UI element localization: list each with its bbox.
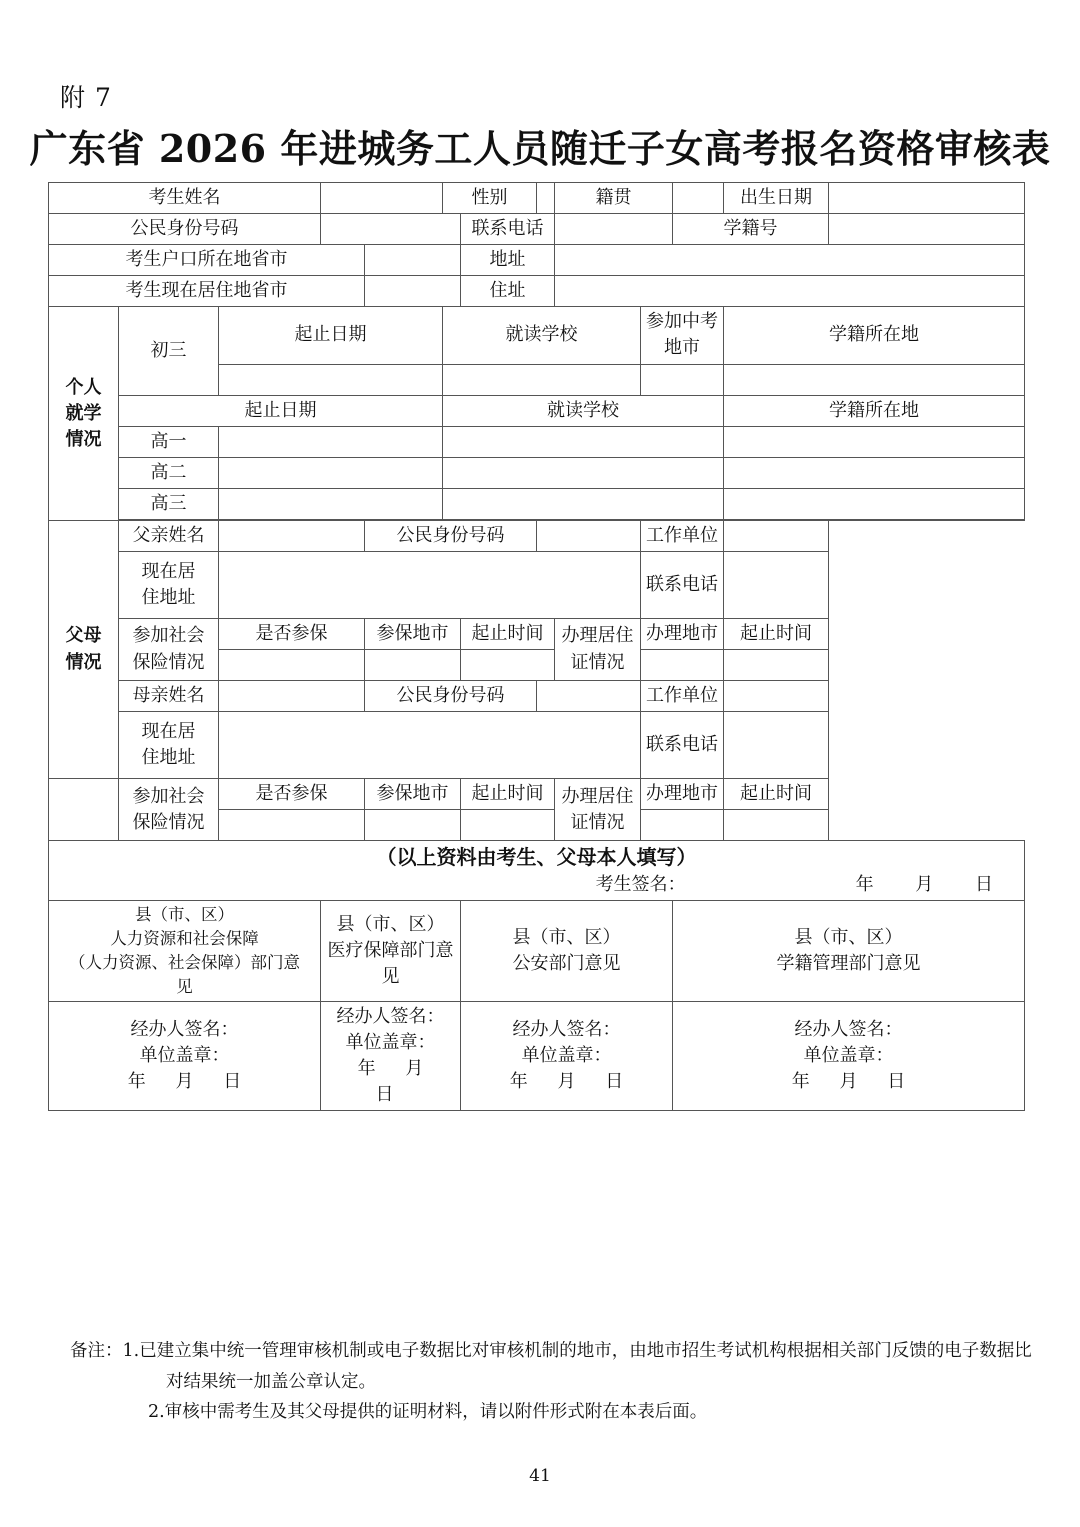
father-insured-city-header: 参保地市 xyxy=(365,619,461,650)
senior-period-header: 起止日期 xyxy=(119,395,443,426)
mother-insured-city-header: 参保地市 xyxy=(365,779,461,810)
hukou-address-value[interactable] xyxy=(555,245,1025,276)
hrss-date-label: 年 月 日 xyxy=(127,1071,254,1093)
junior3-exam-city-header: 参加中考地市 xyxy=(641,307,724,364)
senior3-school-value[interactable] xyxy=(443,488,724,519)
education-section-line-1: 个人 xyxy=(65,376,102,398)
current-address-label: 住址 xyxy=(461,276,555,307)
father-insured-header: 是否参保 xyxy=(219,619,365,650)
senior1-period-value[interactable] xyxy=(219,426,443,457)
senior1-school-value[interactable] xyxy=(443,426,724,457)
father-permit-city-value[interactable] xyxy=(641,650,724,681)
opinion-police-line-2: 公安部门意见 xyxy=(512,953,621,975)
senior2-period-value[interactable] xyxy=(219,457,443,488)
father-permit-label-line-1: 办理居住 xyxy=(561,625,634,647)
mother-social-insurance-label xyxy=(119,779,219,841)
parents-section-line-2: 情况 xyxy=(65,651,102,673)
junior3-registry-value[interactable] xyxy=(724,364,1025,395)
notes-prefix: 备注： xyxy=(70,1341,123,1361)
table-row-father-address xyxy=(49,552,1025,619)
opinion-title-police xyxy=(461,901,673,1002)
mother-name-label: 母亲姓名 xyxy=(119,681,219,712)
mother-insurance-label-line-1: 参加社会 xyxy=(132,785,205,807)
father-insurance-label-line-2: 保险情况 xyxy=(132,651,205,673)
father-id-number-label: 公民身份号码 xyxy=(365,520,537,551)
registry-seal-label: 单位盖章： xyxy=(803,1045,894,1067)
police-date-label: 年 月 日 xyxy=(509,1071,636,1093)
opinion-registry-line-2: 学籍管理部门意见 xyxy=(776,953,921,975)
father-address-label-line-2: 住地址 xyxy=(141,587,196,609)
declaration-notice: （以上资料由考生、父母本人填写） xyxy=(376,845,697,870)
opinion-hrss-line-2: 人力资源和社会保障 xyxy=(110,929,259,949)
mother-name-value[interactable] xyxy=(219,681,365,712)
mother-id-number-label: 公民身份号码 xyxy=(365,681,537,712)
father-social-insurance-label xyxy=(119,619,219,681)
father-permit-period-value[interactable] xyxy=(724,650,829,681)
mother-permit-period-value[interactable] xyxy=(724,810,829,841)
opinion-hrss-line-1: 县（市、区） xyxy=(135,905,234,925)
medical-date-label: 年 月 日 xyxy=(357,1058,436,1106)
opinion-title-registry xyxy=(673,901,1025,1002)
senior1-label: 高一 xyxy=(119,426,219,457)
senior1-registry-value[interactable] xyxy=(724,426,1025,457)
father-insurance-label-line-1: 参加社会 xyxy=(132,625,205,647)
mother-insured-city-value[interactable] xyxy=(365,810,461,841)
father-work-unit-value[interactable] xyxy=(724,520,829,551)
table-row-mother-name xyxy=(49,681,1025,712)
junior3-exam-city-value[interactable] xyxy=(641,364,724,395)
medical-handler-label: 经办人签名： xyxy=(336,1006,445,1028)
opinion-title-medical xyxy=(321,901,461,1002)
police-seal-label: 单位盖章： xyxy=(521,1045,612,1067)
education-section-label xyxy=(49,307,119,521)
police-handler-label: 经办人签名： xyxy=(512,1019,621,1041)
table-row-opinion-headers xyxy=(49,901,1025,1002)
junior3-period-header: 起止日期 xyxy=(219,307,443,364)
senior3-period-value[interactable] xyxy=(219,488,443,519)
mother-permit-label-line-2: 证情况 xyxy=(570,811,625,833)
table-row-father-insurance-header xyxy=(49,619,1025,650)
birth-date-value[interactable] xyxy=(829,183,1025,214)
father-current-address-label xyxy=(119,552,219,619)
mother-insurance-label-line-2: 保险情况 xyxy=(132,811,205,833)
table-row-hukou xyxy=(49,245,1025,276)
student-id-value[interactable] xyxy=(829,214,1025,245)
junior3-school-header: 就读学校 xyxy=(443,307,641,364)
mother-address-label-line-1: 现在居 xyxy=(141,721,196,743)
mother-insured-period-value[interactable] xyxy=(461,810,555,841)
native-place-label: 籍贯 xyxy=(555,183,673,214)
father-insured-city-value[interactable] xyxy=(365,650,461,681)
mother-phone-value[interactable] xyxy=(724,712,829,779)
declaration-cell xyxy=(49,841,1025,901)
registry-handler-label: 经办人签名： xyxy=(794,1019,903,1041)
table-row-junior3-header xyxy=(49,307,1025,364)
mother-permit-city-value[interactable] xyxy=(641,810,724,841)
opinion-registry-line-1: 县（市、区） xyxy=(794,927,903,949)
mother-id-number-value[interactable] xyxy=(537,681,641,712)
hukou-address-label: 地址 xyxy=(461,245,555,276)
opinion-body-medical[interactable] xyxy=(321,1002,461,1111)
current-address-value[interactable] xyxy=(555,276,1025,307)
mother-phone-label: 联系电话 xyxy=(641,712,724,779)
notes-item-1-line-1: 1.已建立集中统一管理审核机制或电子数据比对审核机制的地市，由地市招生考试机构根据相关部门反馈的电子数据比 xyxy=(122,1341,1032,1361)
notes-line-1 xyxy=(70,1336,1030,1367)
notes-item-1-line-2: 对结果统一加盖公章认定。 xyxy=(166,1371,376,1392)
candidate-name-label: 考生姓名 xyxy=(49,183,321,214)
father-insured-value[interactable] xyxy=(219,650,365,681)
opinion-body-police[interactable] xyxy=(461,1002,673,1111)
current-province-city-value[interactable] xyxy=(365,276,461,307)
birth-date-label: 出生日期 xyxy=(724,183,829,214)
father-name-label: 父亲姓名 xyxy=(119,520,219,551)
declaration-date-label[interactable]: 年 月 日 xyxy=(855,874,1012,896)
hrss-handler-label: 经办人签名： xyxy=(130,1019,239,1041)
attachment-label: 附 7 xyxy=(60,83,112,112)
opinion-title-hrss xyxy=(49,901,321,1002)
registry-date-label: 年 月 日 xyxy=(791,1071,918,1093)
mother-insured-period-header: 起止时间 xyxy=(461,779,555,810)
phone-value[interactable] xyxy=(555,214,673,245)
table-row-mother-insurance-header xyxy=(49,779,1025,810)
id-number-value[interactable] xyxy=(321,214,461,245)
senior-school-header: 就读学校 xyxy=(443,395,724,426)
table-row-mother-address xyxy=(49,712,1025,779)
mother-work-unit-value[interactable] xyxy=(724,681,829,712)
table-row-senior-1 xyxy=(49,426,1025,457)
footer-notes xyxy=(70,1336,1030,1428)
father-work-unit-label: 工作单位 xyxy=(641,520,724,551)
education-section-line-3: 情况 xyxy=(65,428,102,450)
father-id-number-value[interactable] xyxy=(537,520,641,551)
father-phone-label: 联系电话 xyxy=(641,552,724,619)
father-current-address-value[interactable] xyxy=(219,552,641,619)
qualification-review-form xyxy=(48,182,1025,1111)
senior2-registry-value[interactable] xyxy=(724,457,1025,488)
mother-insured-value[interactable] xyxy=(219,810,365,841)
senior2-label: 高二 xyxy=(119,457,219,488)
senior3-label: 高三 xyxy=(119,488,219,519)
mother-permit-period-header: 起止时间 xyxy=(724,779,829,810)
mother-work-unit-label: 工作单位 xyxy=(641,681,724,712)
junior3-period-value[interactable] xyxy=(219,364,443,395)
id-number-label: 公民身份号码 xyxy=(49,214,321,245)
opinion-hrss-line-3: （人力资源、社会保障）部门意 xyxy=(69,953,300,973)
father-residence-permit-label xyxy=(555,619,641,681)
opinion-body-hrss[interactable] xyxy=(49,1002,321,1111)
current-province-city-label: 考生现在居住地省市 xyxy=(49,276,365,307)
junior3-label: 初三 xyxy=(119,307,219,395)
father-phone-value[interactable] xyxy=(724,552,829,619)
table-row-basic-1 xyxy=(49,183,1025,214)
opinion-hrss-line-4: 见 xyxy=(176,977,193,997)
mother-permit-label-line-1: 办理居住 xyxy=(561,785,634,807)
declaration-signature-area xyxy=(52,872,1021,898)
gender-value[interactable] xyxy=(537,183,555,214)
table-row-senior-header xyxy=(49,395,1025,426)
opinion-body-registry[interactable] xyxy=(673,1002,1025,1111)
opinion-medical-line-1: 县（市、区） xyxy=(336,914,445,936)
mother-residence-permit-label xyxy=(555,779,641,841)
father-permit-period-header: 起止时间 xyxy=(724,619,829,650)
mother-address-label-line-2: 住地址 xyxy=(141,747,196,769)
student-id-label: 学籍号 xyxy=(673,214,829,245)
senior2-school-value[interactable] xyxy=(443,457,724,488)
senior-registry-header: 学籍所在地 xyxy=(724,395,1025,426)
father-name-value[interactable] xyxy=(219,520,365,551)
opinion-police-line-1: 县（市、区） xyxy=(512,927,621,949)
gender-label: 性别 xyxy=(443,183,537,214)
table-row-residence xyxy=(49,276,1025,307)
notes-item-2: 2.审核中需考生及其父母提供的证明材料，请以附件形式附在本表后面。 xyxy=(148,1402,708,1423)
page-number: 41 xyxy=(529,1466,551,1486)
father-insured-period-value[interactable] xyxy=(461,650,555,681)
table-row-senior-3 xyxy=(49,488,1025,519)
medical-seal-label: 单位盖章： xyxy=(345,1032,436,1054)
junior3-registry-header: 学籍所在地 xyxy=(724,307,1025,364)
page-title: 广东省 2026 年进城务工人员随迁子女高考报名资格审核表 xyxy=(29,126,1051,171)
mother-permit-city-header: 办理地市 xyxy=(641,779,724,810)
table-row-senior-2 xyxy=(49,457,1025,488)
table-row-declaration xyxy=(49,841,1025,901)
junior3-school-value[interactable] xyxy=(443,364,641,395)
parents-section-line-1: 父母 xyxy=(65,625,102,647)
phone-label: 联系电话 xyxy=(461,214,555,245)
parents-section-label xyxy=(49,520,119,778)
father-permit-label-line-2: 证情况 xyxy=(570,651,625,673)
education-section-line-2: 就学 xyxy=(65,402,102,424)
father-permit-city-header: 办理地市 xyxy=(641,619,724,650)
senior3-registry-value[interactable] xyxy=(724,488,1025,519)
native-place-value[interactable] xyxy=(673,183,724,214)
mother-current-address-label xyxy=(119,712,219,779)
father-address-label-line-1: 现在居 xyxy=(141,560,196,582)
mother-insured-header: 是否参保 xyxy=(219,779,365,810)
table-row-father-name xyxy=(49,520,1025,551)
table-row-basic-2 xyxy=(49,214,1025,245)
table-row-opinion-bodies xyxy=(49,1002,1025,1111)
hukou-province-city-label: 考生户口所在地省市 xyxy=(49,245,365,276)
candidate-name-value[interactable] xyxy=(321,183,443,214)
opinion-medical-line-2: 医疗保障部门意见 xyxy=(327,940,454,988)
father-insured-period-header: 起止时间 xyxy=(461,619,555,650)
hukou-province-city-value[interactable] xyxy=(365,245,461,276)
mother-current-address-value[interactable] xyxy=(219,712,641,779)
hrss-seal-label: 单位盖章： xyxy=(139,1045,230,1067)
candidate-signature-label[interactable]: 考生签名： xyxy=(595,874,686,896)
